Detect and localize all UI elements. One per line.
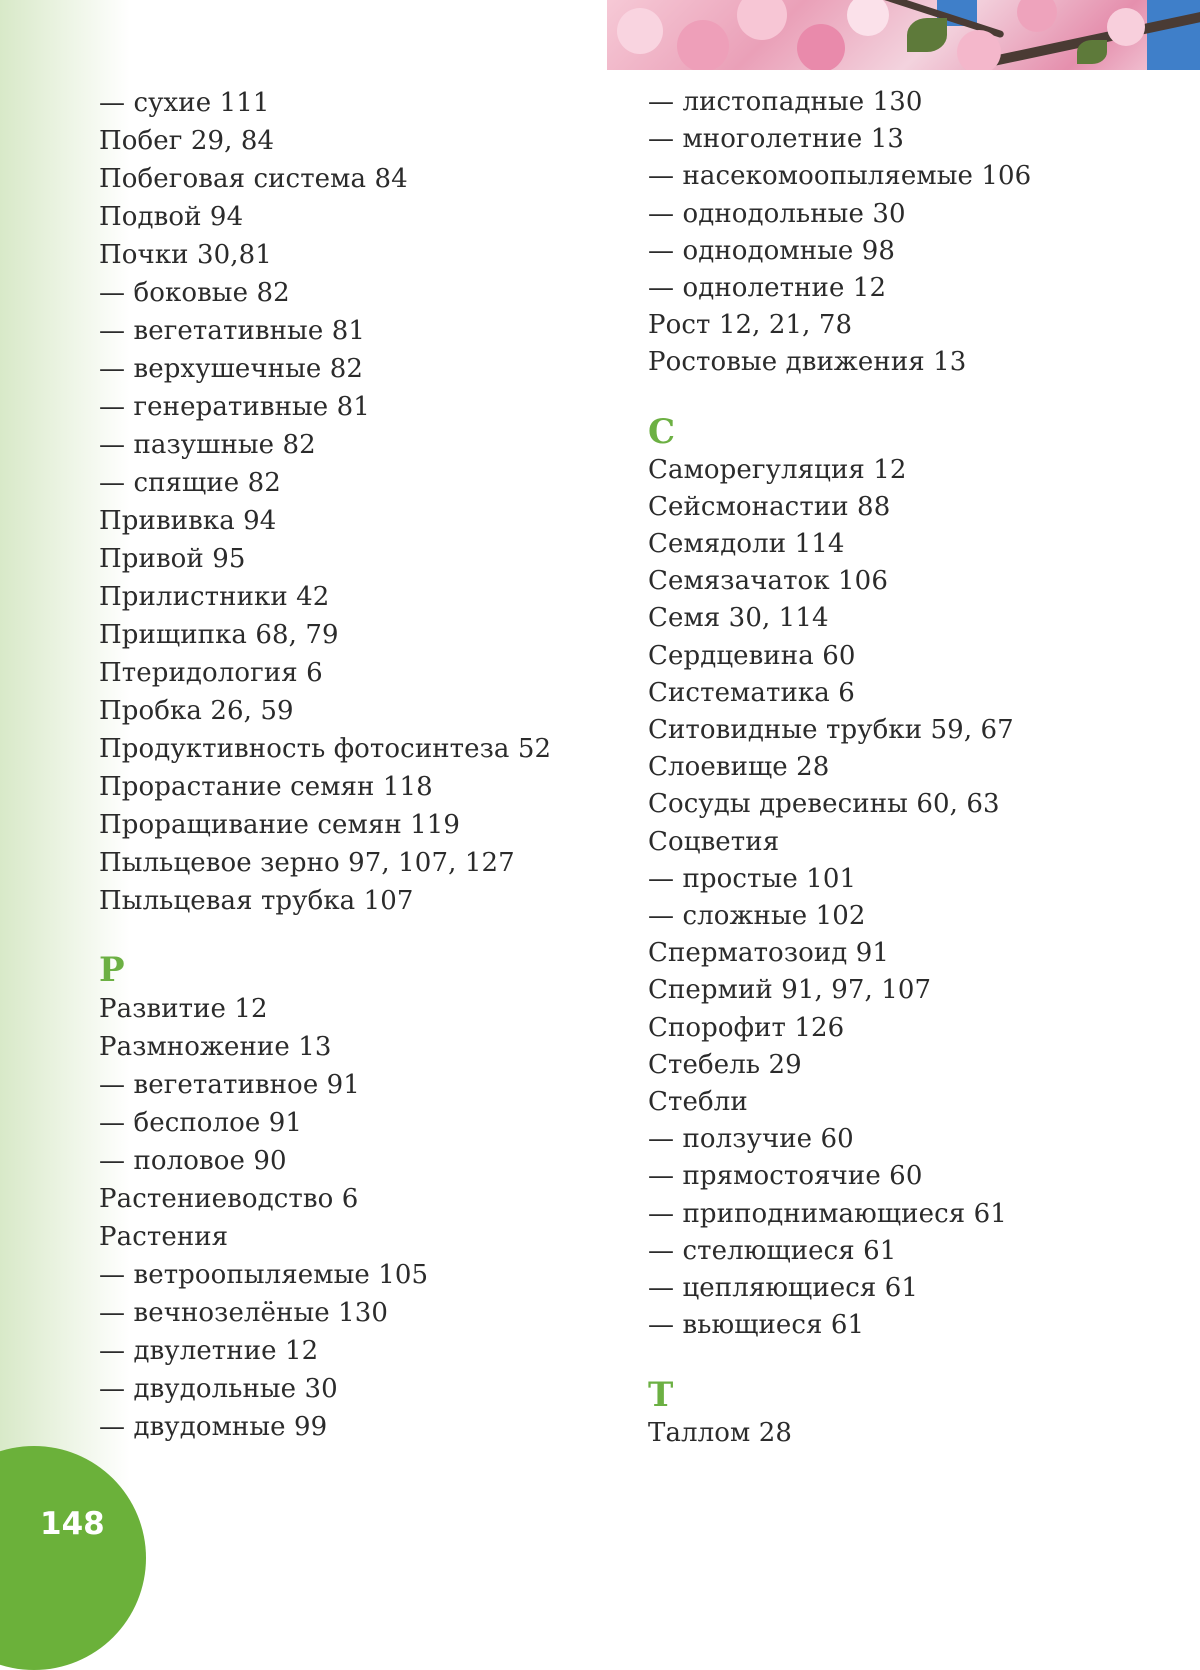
index-entry: Стебель 29 [648,1049,802,1080]
index-entry: Сперматозоид 91 [648,938,890,969]
index-entry: Сейсмонастии 88 [648,491,891,522]
index-entry: Семядоли 114 [648,529,845,560]
sky-patch [1147,0,1200,70]
index-entry: — сложные 102 [648,901,866,932]
index-entry: Продуктивность фотосинтеза 52 [99,734,552,764]
index-entry: Пыльцевая трубка 107 [99,886,414,916]
index-entry: — стелющиеся 61 [648,1235,897,1266]
index-entry: Прививка 94 [99,506,277,536]
index-entry: Спорофит 126 [648,1012,845,1043]
index-entry: Прилистники 42 [99,582,330,612]
index-entry: Стебли [648,1087,748,1118]
index-entry: — половое 90 [99,1146,287,1176]
index-entry: Прищипка 68, 79 [99,620,339,650]
leaf [907,18,947,52]
index-entry: Птеридология 6 [99,658,323,688]
index-entry: — верхушечные 82 [99,354,363,384]
index-entry: — цепляющиеся 61 [648,1273,919,1304]
index-entry: Подвой 94 [99,202,244,232]
index-entry: — многолетние 13 [648,124,905,155]
index-entry: — листопадные 130 [648,87,923,117]
blossom [737,0,787,40]
index-entry: — приподнимающиеся 61 [648,1198,1007,1229]
index-letter-heading: С [648,411,676,452]
index-entry: — сухие 111 [99,88,270,118]
index-entry: Семя 30, 114 [648,603,829,634]
index-entry: — бесполое 91 [99,1108,303,1138]
index-entry: — насекомоопыляемые 106 [648,161,1032,192]
index-entry: Систематика 6 [648,677,855,708]
index-entry: — вегетативные 81 [99,316,365,346]
index-entry: — прямостоячие 60 [648,1161,923,1192]
index-entry: Сердцевина 60 [648,640,856,671]
blossom [1017,0,1057,32]
index-letter-heading: Р [99,950,125,990]
index-entry: Спермий 91, 97, 107 [648,975,932,1006]
index-entry: Размножение 13 [99,1032,332,1062]
index-entry: Ростовые движения 13 [648,347,967,378]
index-entry: Прорастание семян 118 [99,772,433,802]
index-entry: Пробка 26, 59 [99,696,294,726]
index-entry: — вьющиеся 61 [648,1310,865,1341]
index-entry: — двудольные 30 [99,1374,338,1404]
blossom [957,30,1001,70]
index-entry: Почки 30,81 [99,240,272,270]
index-entry: Слоевище 28 [648,752,830,783]
index-entry: Проращивание семян 119 [99,810,461,840]
blossom [797,24,845,70]
index-entry: Таллом 28 [648,1417,793,1448]
index-entry: — вечнозелёные 130 [99,1298,389,1328]
index-entry: Побеговая система 84 [99,164,408,194]
index-entry: Сосуды древесины 60, 63 [648,789,1000,820]
index-entry: — двулетние 12 [99,1336,319,1366]
index-entry: Побег 29, 84 [99,126,275,156]
index-entry: — простые 101 [648,863,857,894]
index-entry: — вегетативное 91 [99,1070,360,1100]
index-entry: Растения [99,1222,229,1252]
leaf [1077,40,1107,64]
index-entry: — ползучие 60 [648,1124,854,1155]
index-entry: Соцветия [648,826,780,857]
index-entry: — спящие 82 [99,468,281,498]
index-entry: — пазушные 82 [99,430,316,460]
index-entry: — однодомные 98 [648,235,896,266]
blossom [617,8,663,54]
blossom [847,0,889,36]
index-entry: — двудомные 99 [99,1412,328,1442]
index-entry: — однодольные 30 [648,198,906,229]
index-entry: Ситовидные трубки 59, 67 [648,715,1014,746]
index-column-right [648,84,1188,1452]
index-entry: Рост 12, 21, 78 [648,310,853,341]
index-entry: Растениеводство 6 [99,1184,359,1214]
index-entry: Развитие 12 [99,994,268,1024]
index-letter-heading: Т [648,1374,674,1415]
index-entry: Семязачаток 106 [648,566,888,597]
index-entry: Саморегуляция 12 [648,454,907,485]
index-entry: — боковые 82 [99,278,290,308]
cherry-blossom-photo [607,0,1200,70]
index-entry: — однолетние 12 [648,273,887,304]
index-entry: — ветроопыляемые 105 [99,1260,429,1290]
index-column-left [99,84,599,1446]
index-entry: Привой 95 [99,544,246,574]
blossom [1107,8,1145,46]
page-number: 148 [40,1506,105,1542]
index-entry: Пыльцевое зерно 97, 107, 127 [99,848,515,878]
index-entry: — генеративные 81 [99,392,370,422]
blossom [677,20,729,70]
